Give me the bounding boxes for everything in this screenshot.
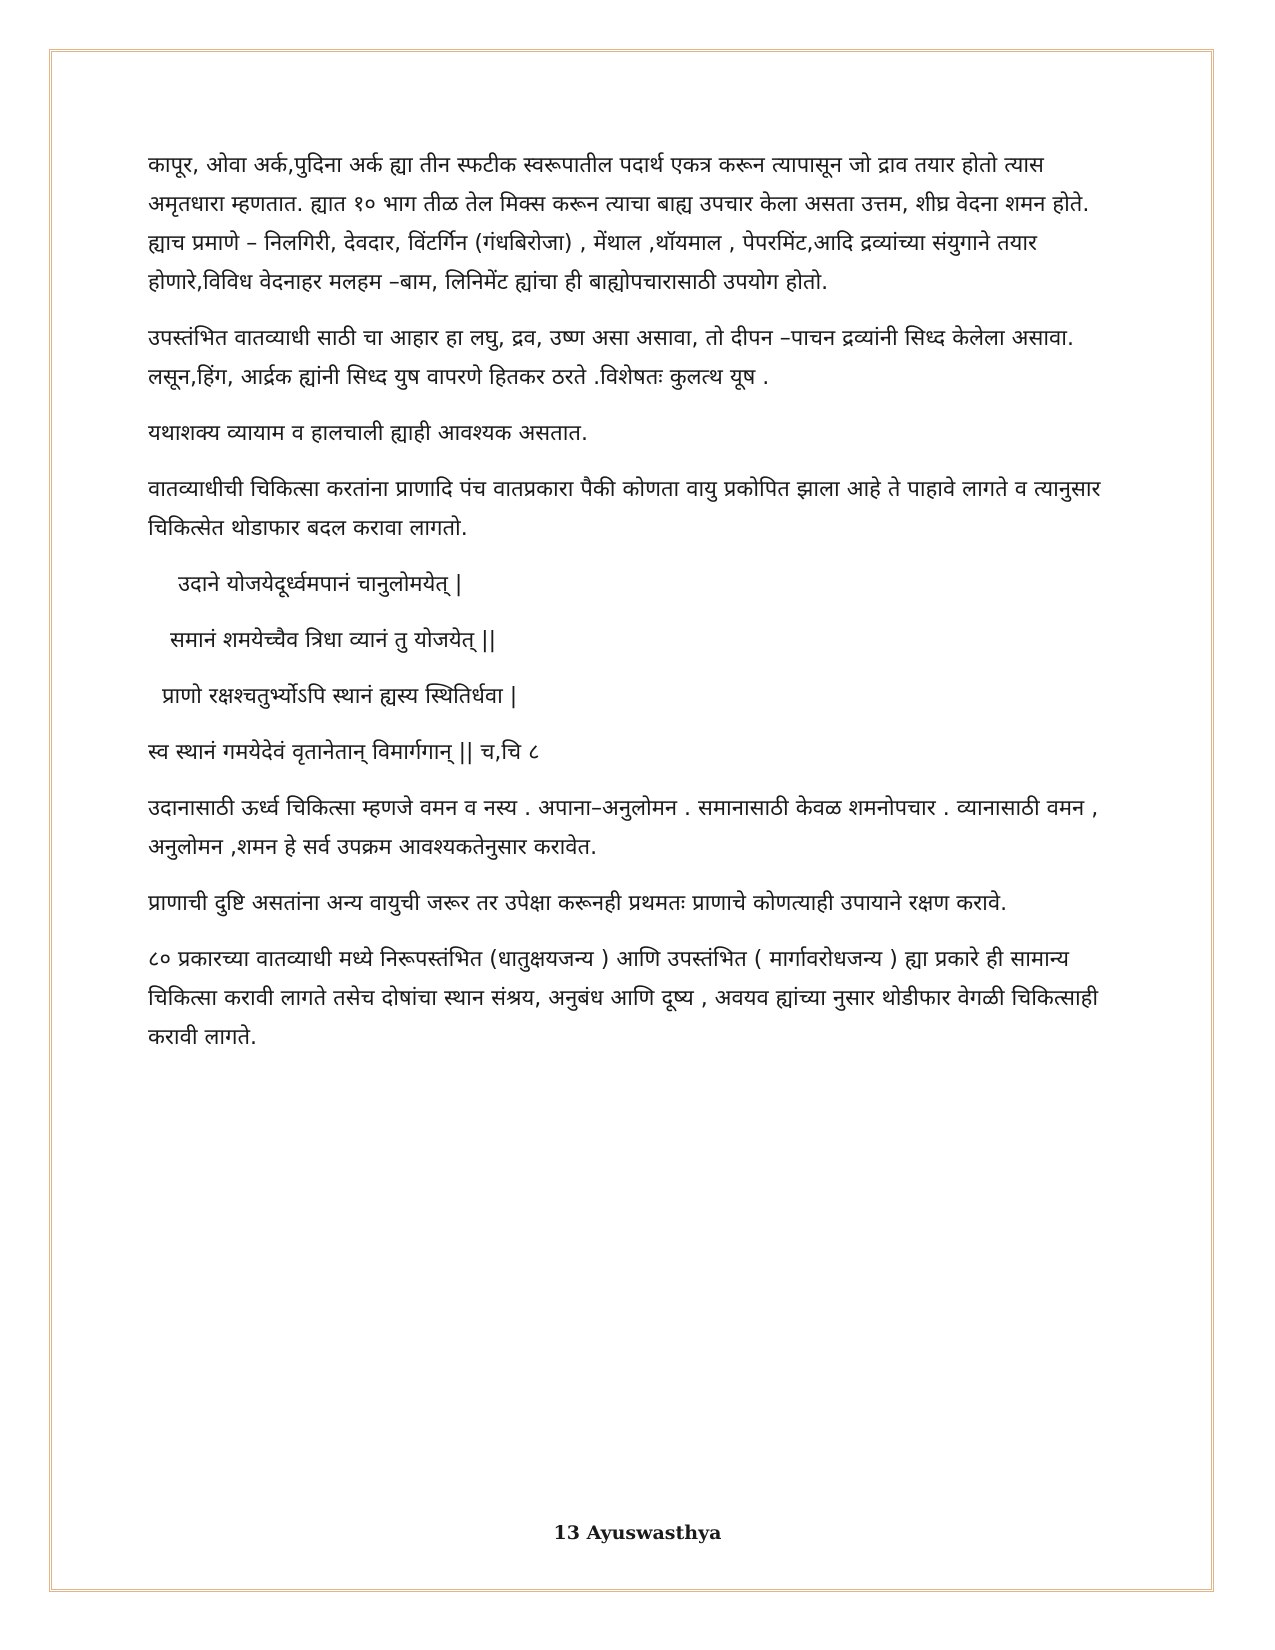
paragraph-udana-treatment: उदानासाठी ऊर्ध्व चिकित्सा म्हणजे वमन व नस्य . अपाना–अनुलोमन . समानासाठी केवळ शमनोपचार . व्यानासाठी वमन , अनुलोमन ,शमन हे सर्व उपक्रम आवश्यकतेनुसार करावेत. <box>148 796 1099 860</box>
paragraph-diet: उपस्तंभित वातव्याधी साठी चा आहार हा लघु, द्रव, उष्ण असा असावा, तो दीपन –पाचन द्रव्यांनी सिध्द केलेला असावा. लसून,हिंग, आर्द्रक ह्यांनी सिध्द युष वापरणे हितकर ठरते .विशेषतः कुलत्थ यूष . <box>148 326 1074 390</box>
verse-line-3: प्राणो रक्षश्चतुर्भ्योऽपि स्थानं ह्यस्य स्थितिर्धवा | <box>162 684 518 709</box>
document-body <box>148 146 1123 1074</box>
paragraph-vata-types: वातव्याधीची चिकित्सा करतांना प्राणादि पंच वातप्रकारा पैकी कोणता वायु प्रकोपित झाला आहे ते पाहावे लागते व त्यानुसार चिकित्सेत थोडाफार बदल करावा लागतो. <box>148 477 1101 541</box>
page-footer: 13 Ayuswasthya <box>553 1522 722 1544</box>
paragraph-exercise: यथाशक्य व्यायाम व हालचाली ह्याही आवश्यक असतात. <box>148 421 588 446</box>
paragraph-amrutdhara: कापूर, ओवा अर्क,पुदिना अर्क ह्या तीन स्फटीक स्वरूपातील पदार्थ एकत्र करून त्यापासून जो द्राव तयार होतो त्यास अमृतधारा म्हणतात. ह्यात १० भाग तीळ तेल मिक्स करून त्याचा बाह्य उपचार केला असता उत्तम, शीघ्र वेदना शमन होते. ह्याच प्रमाणे – निलगिरी, देवदार, विंटर्गिन (गंधबिरोजा) , मेंथाल ,थॉयमाल , पेपरमिंट,आदि द्रव्यांच्या संयुगाने तयार होणारे,विविध वेदनाहर मलहम –बाम, लिनिमेंट ह्यांचा ही बाह्योपचारासाठी उपयोग होतो. <box>148 153 1090 295</box>
paragraph-prana-protection: प्राणाची दुष्टि असतांना अन्य वायुची जरूर तर उपेक्षा करूनही प्रथमतः प्राणाचे कोणत्याही उपायाने रक्षण करावे. <box>148 891 1008 916</box>
verse-line-1: उदाने योजयेदूर्ध्वमपानं चानुलोमयेत् | <box>178 572 463 597</box>
verse-line-2: समानं शमयेच्चैव त्रिधा व्यानं तु योजयेत् || <box>170 628 496 653</box>
paragraph-eighty-types: ८० प्रकारच्या वातव्याधी मध्ये निरूपस्तंभित (धातुक्षयजन्य ) आणि उपस्तंभित ( मार्गावरोधजन्य ) ह्या प्रकारे ही सामान्य चिकित्सा करावी लागते तसेच दोषांचा स्थान संश्रय, अनुबंध आणि दूष्य , अवयव ह्यांच्या नुसार थोडीफार वेगळी चिकित्साही करावी लागते. <box>148 947 1099 1050</box>
verse-line-4: स्व स्थानं गमयेदेवं वृतानेतान् विमार्गगान् || च,चि ८ <box>148 740 540 765</box>
